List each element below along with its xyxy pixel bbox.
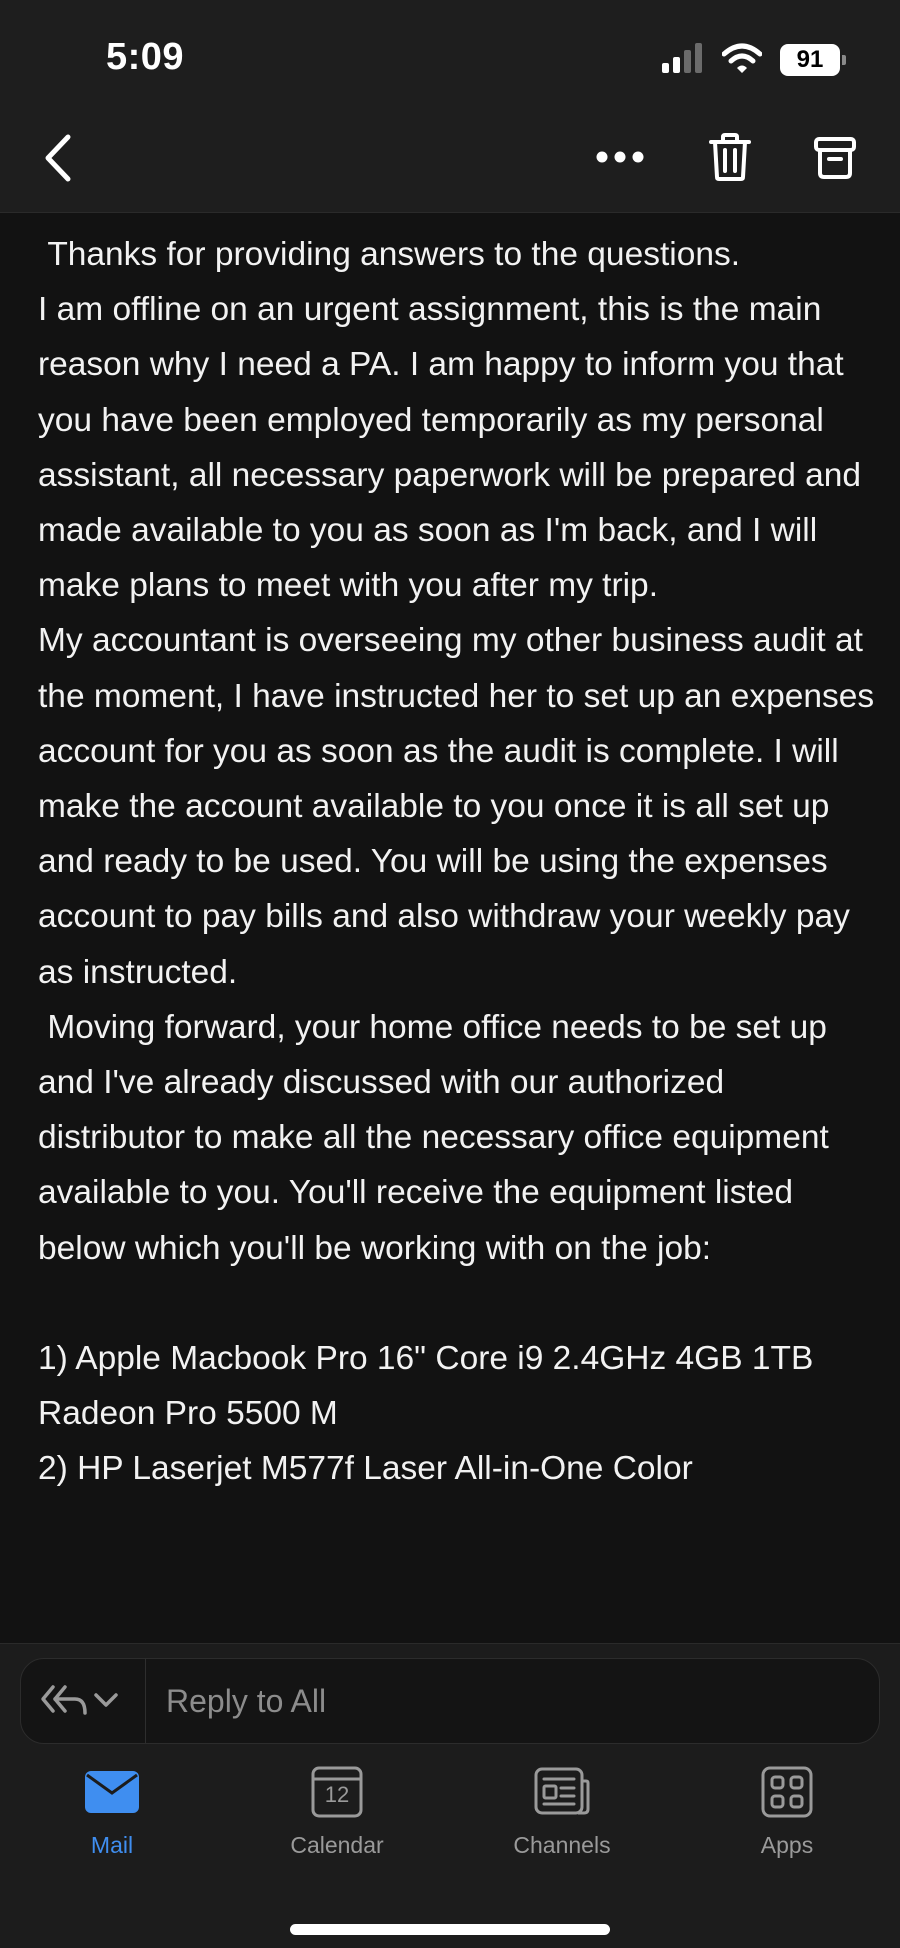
- more-horizontal-icon: [595, 150, 645, 169]
- message-text: Thanks for providing answers to the questions. I am offline on an urgent assignment, this is the main reason why I need a PA. I am happy to inform you that you have been employed temporarily as my personal assistant, all necessary paperwork will be prepared and made available to you as soon as I'm back, and I will make plans to meet with you after my trip. My accountant is overseeing my other business audit at the moment, I have instructed her to set up an expenses account for you as soon as the audit is complete. I will make the account available to you once it is all set up and ready to be used. You will be using the expenses account to pay bills and also withdraw your weekly pay as instructed. Moving forward, your home office needs to be set up and I've already discussed with our authorized distributor to make all the necessary office equipment available to you. You'll receive the equipment listed below which you'll be working with on the job: 1) Apple Macbook Pro 16" Core i9 2.4GHz 4GB 1TB Radeon Pro 5500 M 2) HP Laserjet M577f Laser All-in-One Color: [38, 236, 875, 1488]
- signal-icon: [662, 43, 704, 78]
- status-time: 5:09: [106, 36, 185, 78]
- chevron-left-icon: [43, 134, 73, 187]
- message-body: [0, 213, 900, 1643]
- battery-icon: [780, 44, 840, 76]
- tab-apps[interactable]: [702, 1762, 872, 1882]
- back-button[interactable]: [30, 130, 86, 190]
- reply-box: [20, 1658, 880, 1744]
- battery-level: 91: [796, 46, 824, 73]
- reply-divider: [145, 1659, 146, 1743]
- tab-mail-label: Mail: [90, 1832, 134, 1858]
- more-options-button[interactable]: [590, 134, 650, 184]
- apps-grid-icon: [757, 1762, 817, 1822]
- calendar-date: 12: [324, 1782, 350, 1807]
- home-indicator[interactable]: [290, 1924, 610, 1935]
- reply-type-selector[interactable]: [39, 1677, 139, 1727]
- bottom-area: [0, 1643, 900, 1948]
- reply-all-icon: [39, 1683, 87, 1722]
- tab-apps-label: Apps: [760, 1832, 814, 1858]
- header: [0, 0, 900, 213]
- tab-calendar-label: Calendar: [290, 1832, 384, 1858]
- tab-channels[interactable]: [477, 1762, 647, 1882]
- trash-icon: [708, 132, 752, 187]
- chevron-down-icon: [93, 1692, 119, 1713]
- reply-input[interactable]: [166, 1677, 856, 1725]
- channels-icon: [532, 1762, 592, 1822]
- tab-calendar[interactable]: [252, 1762, 422, 1882]
- calendar-icon: [307, 1762, 367, 1822]
- archive-icon: [813, 136, 857, 185]
- mail-icon: [82, 1762, 142, 1822]
- wifi-icon: [722, 43, 762, 78]
- delete-button[interactable]: [700, 128, 760, 190]
- tab-mail[interactable]: [27, 1762, 197, 1882]
- tab-channels-label: Channels: [513, 1832, 611, 1858]
- tab-bar: [0, 1762, 900, 1882]
- archive-button[interactable]: [805, 130, 865, 190]
- status-icons: [662, 42, 840, 78]
